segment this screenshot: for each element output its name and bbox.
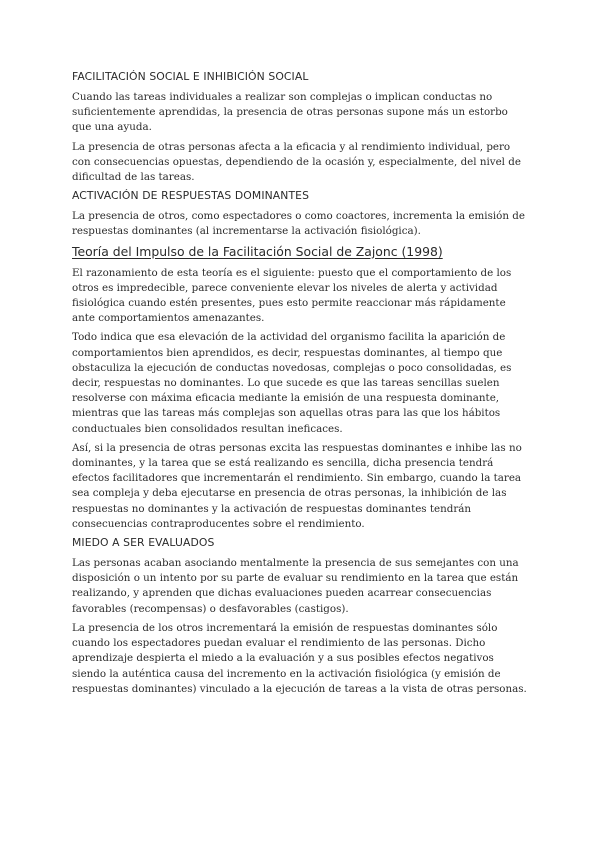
document-body (72, 70, 530, 701)
paragraph: Cuando las tareas individuales a realizar son complejas o implican conductas no suficientemente aprendidas, la presencia de otras personas supone más un estorbo que una ayuda. (72, 91, 508, 134)
section-heading-activacion: ACTIVACIÓN DE RESPUESTAS DOMINANTES (72, 189, 310, 203)
paragraph: La presencia de otros, como espectadores o como coactores, incrementa la emisión de respuestas dominantes (al incrementarse la activación fisiológica). (72, 210, 525, 238)
paragraph: Así, si la presencia de otras personas excita las respuestas dominantes e inhibe las no dominantes, y la tarea que se está realizando es sencilla, dicha presencia tendrá efectos facilitadores que incrementarán el rendimiento. Sin embargo, cuando la tarea sea compleja y deba ejecutarse en presencia de otras personas, la inhibición de las respuestas no dominantes y la activación de respuestas dominantes tendrán consecuencias contraproducentes sobre el rendimiento. (72, 441, 522, 530)
paragraph: La presencia de los otros incrementará la emisión de respuestas dominantes sólo cuando los espectadores puedan evaluar el rendimiento de las personas. Dicho aprendizaje despierta el miedo a la evaluación y a sus posibles efectos negativos siendo la auténtica causa del incremento en la activación fisiológica (y emisión de respuestas dominantes) vinculado a la ejecución de tareas a la vista de otras personas. (72, 621, 527, 695)
paragraph: La presencia de otras personas afecta a la eficacia y al rendimiento individual, pero con consecuencias opuestas, dependiendo de la ocasión y, especialmente, del nivel de dificultad de las tareas. (72, 140, 521, 184)
section-heading-facilitacion: FACILITACIÓN SOCIAL E INHIBICIÓN SOCIAL (72, 70, 309, 83)
section-heading-miedo: MIEDO A SER EVALUADOS (72, 536, 215, 550)
subheading-teoria-impulso: Teoría del Impulso de la Facilitación Social de Zajonc (1998) (72, 243, 443, 259)
paragraph: Todo indica que esa elevación de la actividad del organismo facilita la aparición de comportamientos bien aprendidos, es decir, respuestas dominantes, al tiempo que obstaculiza la ejecución de conductas novedosas, complejas o poco consolidadas, es decir, respuestas no dominantes. Lo que sucede es que las tareas sencillas suelen resolverse con máxima eficacia mediante la emisión de una respuesta dominante, mientras que las tareas más complejas son aquellas otras para las que los hábitos conductuales bien consolidados resultan ineficaces. (72, 331, 512, 435)
paragraph: El razonamiento de esta teoría es el siguiente: puesto que el comportamiento de los otros es impredecible, parece conveniente elevar los niveles de alerta y actividad fisiológica cuando estén presentes, pues esto permite reaccionar más rápidamente ante comportamientos amenazantes. (72, 266, 512, 325)
paragraph: Las personas acaban asociando mentalmente la presencia de sus semejantes con una disposición o un intento por su parte de evaluar su rendimiento en la tarea que están realizando, y aprenden que dichas evaluaciones pueden acarrear consecuencias favorables (recompensas) o desfavorables (castigos). (72, 557, 519, 615)
